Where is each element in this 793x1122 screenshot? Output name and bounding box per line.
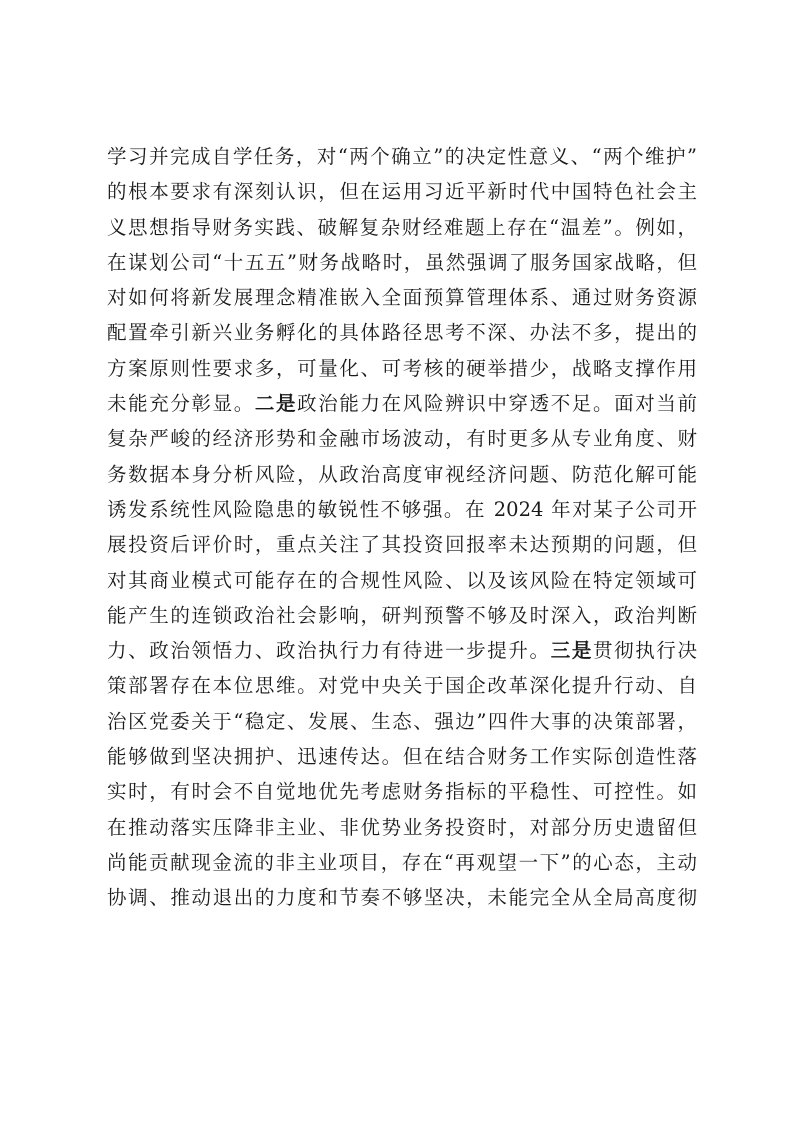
body-paragraph [107,139,697,916]
text-segment: 在推动落实压降非主业、非优势业务投资时，对部分历史遗留但 [107,815,697,839]
text-line [107,210,697,245]
text-line [107,668,697,703]
text-segment: 对如何将新发展理念精准嵌入全面预算管理体系、通过财务资源 [107,286,697,310]
text-segment: 方案原则性要求多，可量化、可考核的硬举措少，战略支撑作用 [107,356,697,380]
bold-keyword: 二是 [254,392,298,416]
text-segment: 诱发系统性风险隐患的敏锐性不够强。在 2024 年对某子公司开 [107,497,697,521]
text-segment: 实时，有时会不自觉地优先考虑财务指标的平稳性、可控性。如 [107,780,697,804]
text-segment: 的根本要求有深刻认识，但在运用习近平新时代中国特色社会主 [107,180,697,204]
text-segment: 配置牵引新兴业务孵化的具体路径思考不深、办法不多，提出的 [107,321,697,345]
text-segment: 策部署存在本位思维。对党中央关于国企改革深化提升行动、自 [107,674,697,698]
text-line [107,457,697,492]
text-line [107,280,697,315]
text-line [107,527,697,562]
text-line [107,351,697,386]
text-segment: 学习并完成自学任务，对“两个确立”的决定性意义、“两个维护” [107,145,697,168]
text-line [107,739,697,774]
text-segment: 尚能贡献现金流的非主业项目，存在“再观望一下”的心态，主动 [107,850,697,874]
text-segment: 对其商业模式可能存在的合规性风险、以及该风险在特定领域可 [107,568,697,592]
text-line [107,174,697,209]
text-line [107,880,697,915]
text-segment: 政治能力在风险辨识中穿透不足。面对当前 [297,392,697,416]
text-segment: 能够做到坚决拥护、迅速传达。但在结合财务工作实际创造性落 [107,745,697,769]
text-segment: 义思想指导财务实践、破解复杂财经难题上存在“温差”。例如， [107,215,697,239]
text-line [107,421,697,456]
text-line [107,633,697,668]
text-segment: 治区党委关于“稳定、发展、生态、强边”四件大事的决策部署， [107,709,697,733]
text-segment: 贯彻执行决 [592,639,697,663]
text-line [107,245,697,280]
text-segment: 复杂严峻的经济形势和金融市场波动，有时更多从专业角度、财 [107,427,697,451]
text-line [107,598,697,633]
text-segment: 未能充分彰显。 [107,392,255,416]
text-segment: 务数据本身分析风险，从政治高度审视经济问题、防范化解可能 [107,462,697,486]
text-line [107,774,697,809]
text-line [107,315,697,350]
bold-keyword: 三是 [550,639,593,663]
text-line [107,810,697,845]
text-segment: 协调、推动退出的力度和节奏不够坚决，未能完全从全局高度彻 [107,886,697,910]
text-segment: 力、政治领悟力、政治执行力有待进一步提升。 [107,639,551,663]
text-segment: 在谋划公司“十五五”财务战略时，虽然强调了服务国家战略，但 [107,250,697,274]
text-segment: 展投资后评价时，重点关注了其投资回报率未达预期的问题，但 [107,533,697,557]
text-line [107,845,697,880]
text-segment: 能产生的连锁政治社会影响，研判预警不够及时深入，政治判断 [107,603,697,627]
text-line [107,563,697,598]
text-line [107,386,697,421]
text-line [107,492,697,527]
text-line [107,139,697,174]
text-line [107,704,697,739]
